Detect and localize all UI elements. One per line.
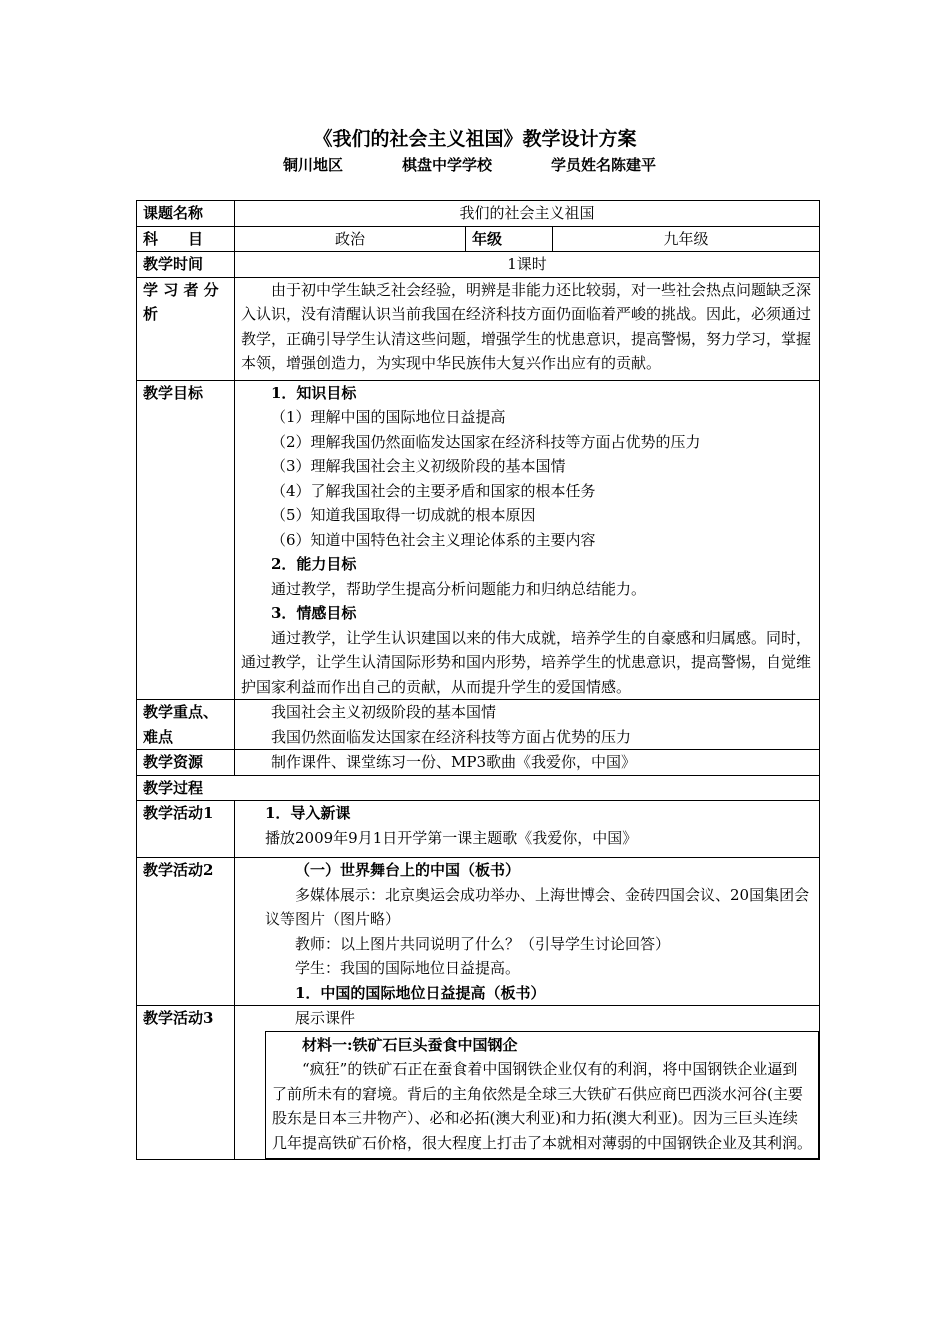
knowledge-item: （2）理解我国仍然面临发达国家在经济科技等方面占优势的压力 <box>271 432 701 451</box>
grade-value: 九年级 <box>553 226 820 252</box>
activity-text: 展示课件 <box>295 1009 356 1027</box>
topic-label: 课题名称 <box>137 201 235 227</box>
key-label: 教学重点、难点 <box>137 700 235 750</box>
process-label: 教学过程 <box>137 775 820 801</box>
goals-cell <box>235 380 820 700</box>
activity-label: 教学活动1 <box>137 801 235 858</box>
activity-text: 教师：以上图片共同说明了什么？（引导学生讨论回答） <box>295 934 671 953</box>
subject-label: 科 目 <box>137 226 235 252</box>
activity-label: 教学活动3 <box>137 1006 235 1160</box>
time-value: 1课时 <box>235 252 820 278</box>
resource-text: 制作课件、课堂练习一份、MP3歌曲《我爱你，中国》 <box>271 753 636 771</box>
learner-label: 学 习 者 分 析 <box>137 277 235 380</box>
key-item: 我国社会主义初级阶段的基本国情 <box>271 703 497 721</box>
activity-label: 教学活动2 <box>137 858 235 1006</box>
knowledge-item: （4）了解我国社会的主要矛盾和国家的根本任务 <box>271 481 596 500</box>
activity-text: 多媒体展示：北京奥运会成功举办、上海世博会、金砖四国会议、20国集团会议等图片（图片略） <box>265 885 810 928</box>
ability-text: 通过教学，帮助学生提高分析问题能力和归纳总结能力。 <box>271 579 647 598</box>
grade-label: 年级 <box>466 226 553 252</box>
knowledge-item: （5）知道我国取得一切成就的根本原因 <box>271 506 536 524</box>
knowledge-item: （1）理解中国的国际地位日益提高 <box>271 408 506 426</box>
goals-label: 教学目标 <box>137 380 235 700</box>
activity-text: 学生：我国的国际地位日益提高。 <box>295 959 521 977</box>
trainee-text: 学员姓名陈建平 <box>551 156 657 174</box>
topic-value: 我们的社会主义祖国 <box>235 201 820 227</box>
learner-text: 由于初中学生缺乏社会经验，明辨是非能力还比较弱，对一些社会热点问题缺乏深入认识，没有清醒认识当前我国在经济科技方面仍面临着严峻的挑战。因此，必须通过教学，正确引导学生认清这些问题，增强学生的忧患意识，提高警惕，努力学习，掌握本领，增强创造力，为实现中华民族伟大复兴作出应有的贡献。 <box>241 280 812 372</box>
activity-heading: 1．中国的国际地位日益提高（板书） <box>295 983 546 1002</box>
activity-heading: （一）世界舞台上的中国（板书） <box>295 861 521 879</box>
knowledge-item: （6）知道中国特色社会主义理论体系的主要内容 <box>271 530 596 549</box>
region-text: 铜川地区 <box>283 156 344 174</box>
material-text: “疯狂”的铁矿石正在蚕食着中国钢铁企业仅有的利润，将中国钢铁企业逼到了前所未有的窘境。背后的主角依然是全球三大铁矿石供应商巴西淡水河谷(主要股东是日本三井物产）、必和必拓(澳大利亚)和力拓(澳大利亚)。因为三巨头连续几年提高铁矿石价格，很大程度上打击了本就相对薄弱的中国钢铁企业及其利润。 <box>272 1060 813 1152</box>
emotion-text: 通过教学，让学生认识建国以来的伟大成就，培养学生的自豪感和归属感。同时，通过教学，让学生认清国际形势和国内形势，培养学生的忧患意识，提高警惕，自觉维护国家利益而作出自己的贡献，从而提升学生的爱国情感。 <box>241 628 812 696</box>
time-label: 教学时间 <box>137 252 235 278</box>
knowledge-item: （3）理解我国社会主义初级阶段的基本国情 <box>271 457 566 475</box>
resource-label: 教学资源 <box>137 750 235 776</box>
knowledge-title: 1．知识目标 <box>271 383 357 402</box>
material-box <box>265 1031 819 1160</box>
activity-text: 播放2009年9月1日开学第一课主题歌《我爱你，中国》 <box>265 828 638 847</box>
ability-title: 2．能力目标 <box>271 555 357 573</box>
subject-value: 政治 <box>235 226 466 252</box>
activity-heading: 1．导入新课 <box>265 804 351 822</box>
school-text: 棋盘中学学校 <box>402 156 493 174</box>
page-title: 《我们的社会主义祖国》教学设计方案 <box>313 128 637 150</box>
lesson-plan-table <box>136 200 820 1160</box>
key-item: 我国仍然面临发达国家在经济科技等方面占优势的压力 <box>271 727 632 746</box>
subtitle-line <box>0 154 950 176</box>
material-title: 材料一:铁矿石巨头蚕食中国钢企 <box>302 1035 518 1054</box>
emotion-title: 3．情感目标 <box>271 604 357 622</box>
